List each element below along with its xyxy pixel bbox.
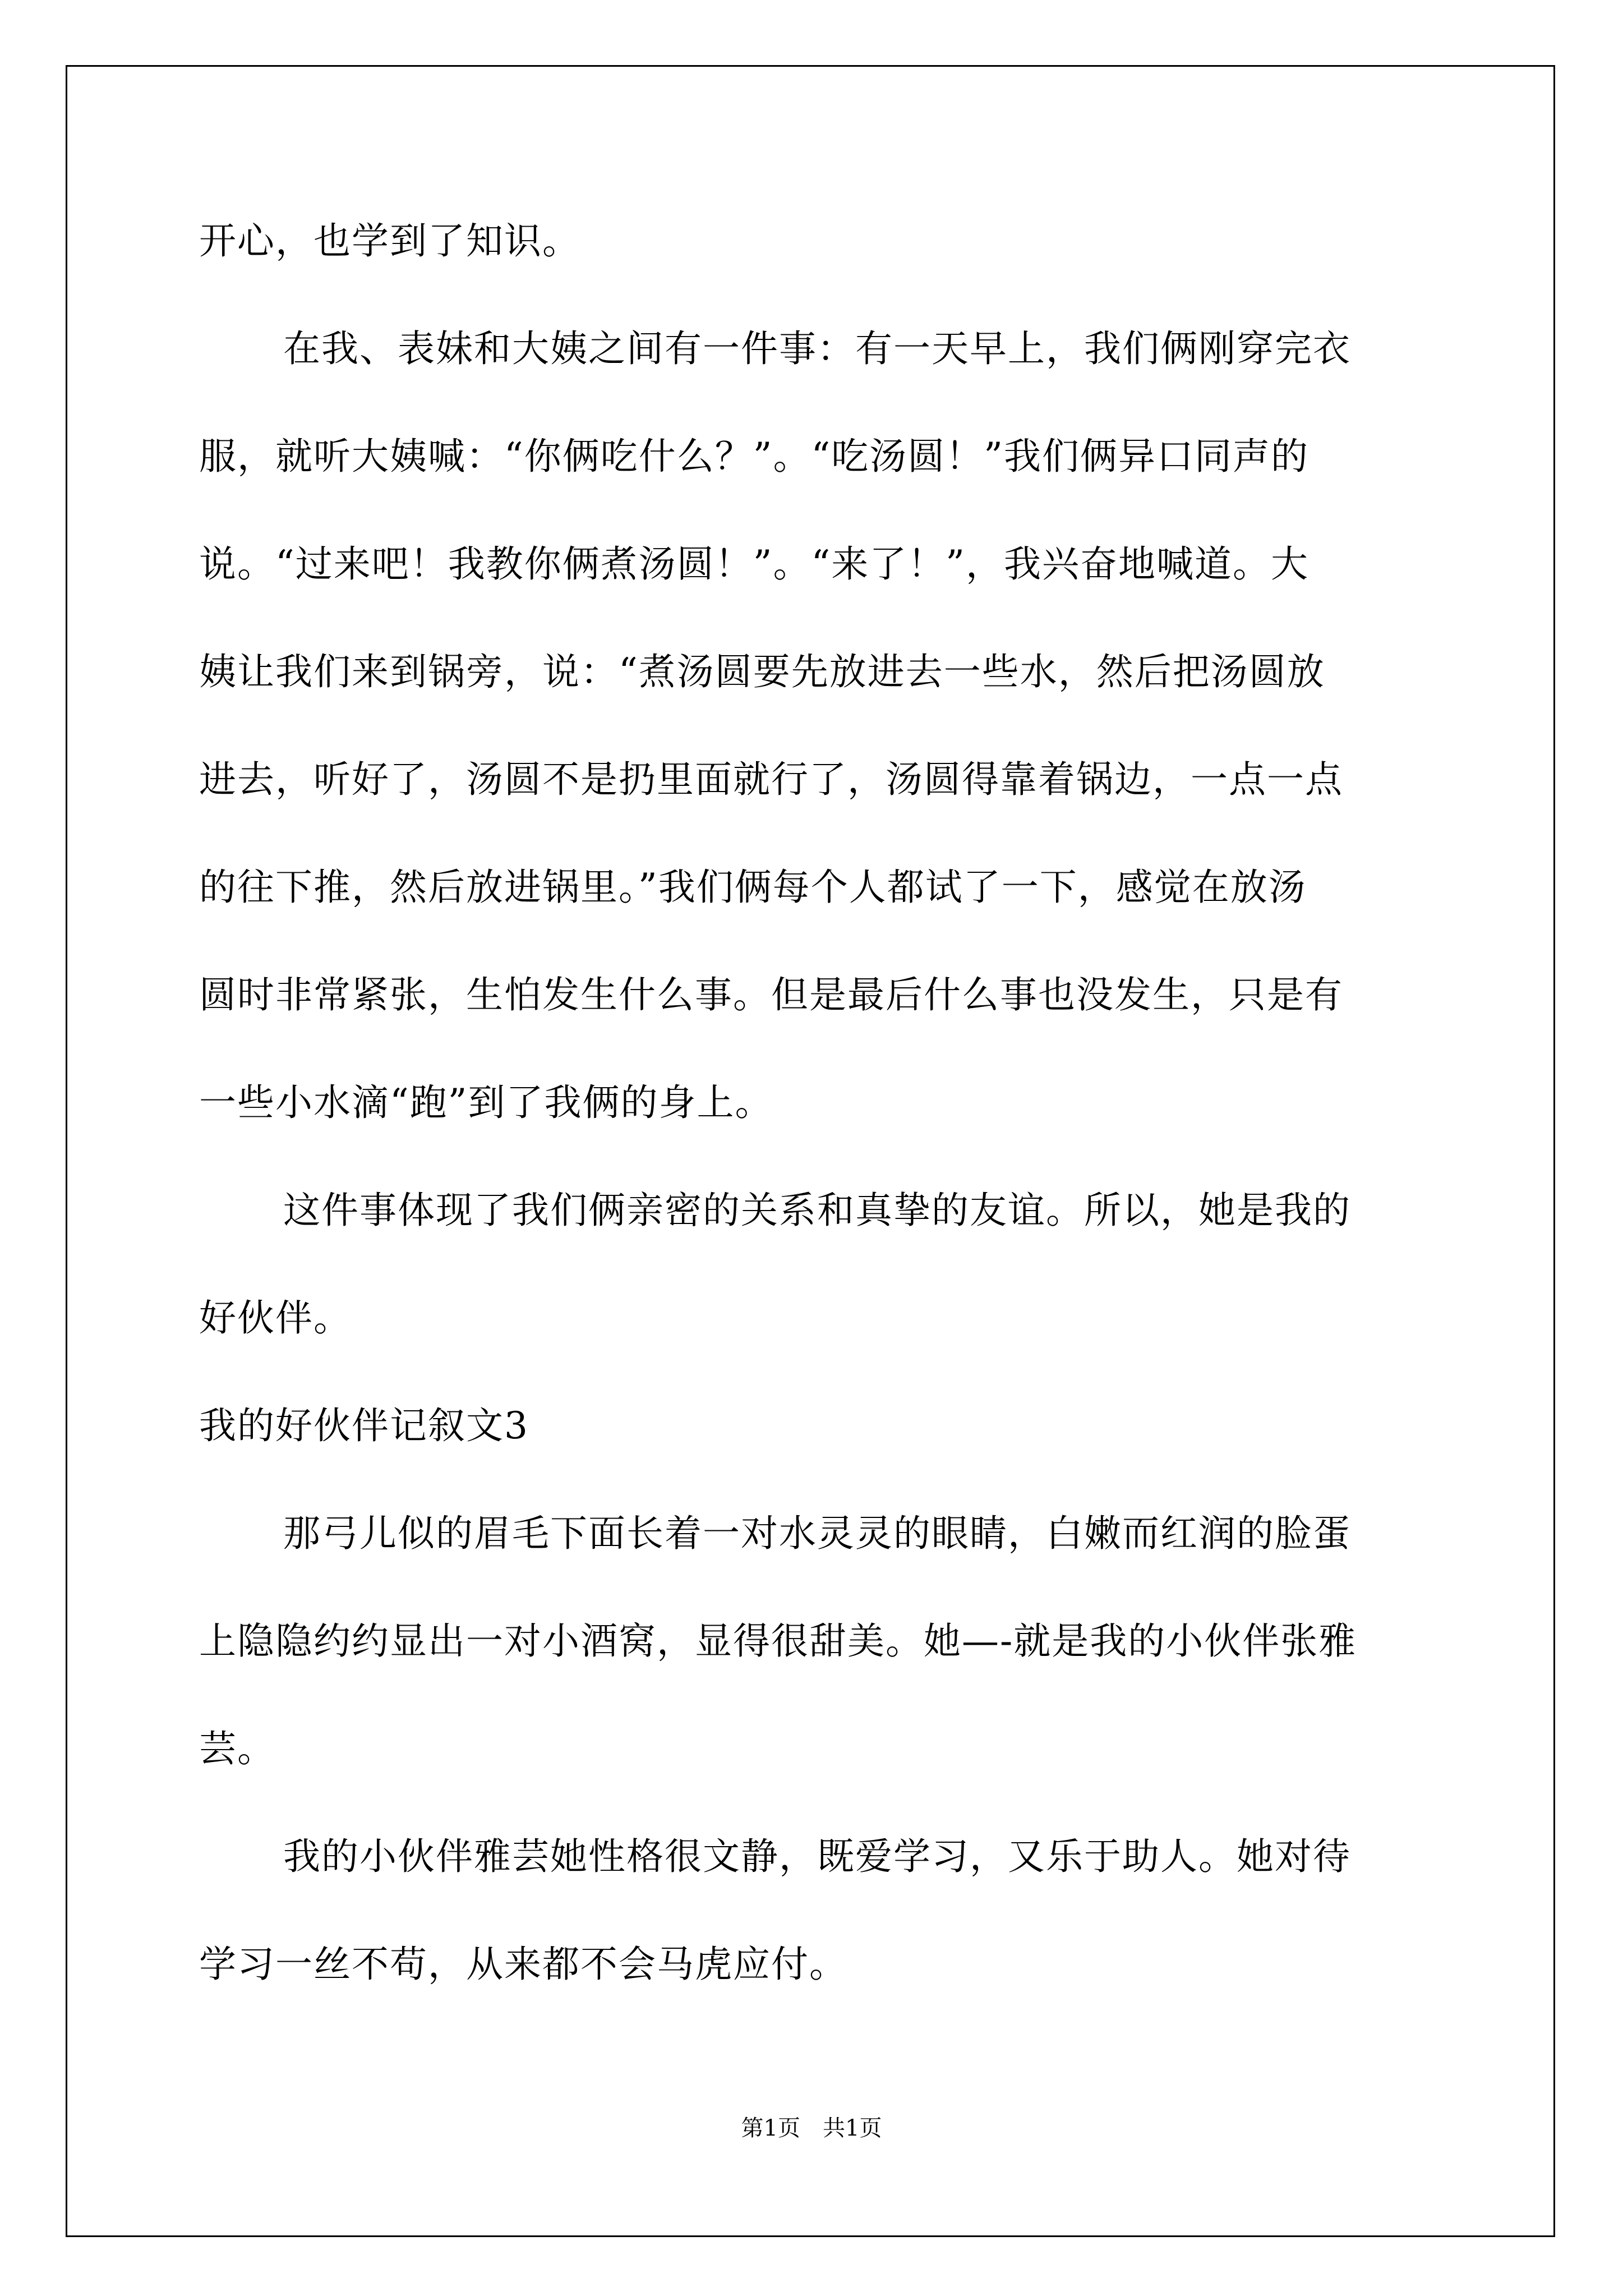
page-footer: 第1页 共1页 [741, 2115, 882, 2141]
paragraph-line: 上隐隐约约显出一对小酒窝，显得很甜美。她—-就是我的小伙伴张雅 [199, 1619, 1357, 1663]
paragraph-line: 学习一丝不苟，从来都不会马虎应付。 [199, 1943, 847, 1986]
paragraph-line: 这件事体现了我们俩亲密的关系和真挚的友谊。所以，她是我的 [283, 1189, 1351, 1232]
paragraph-line: 好伙伴。 [199, 1296, 352, 1340]
paragraph-line: 一些小水滴“跑”到了我俩的身上。 [199, 1081, 773, 1124]
paragraph-line: 那弓儿似的眉毛下面长着一对水灵灵的眼睛，白嫩而红润的脸蛋 [283, 1512, 1351, 1555]
section-heading: 我的好伙伴记叙文3 [199, 1404, 529, 1447]
paragraph-line: 开心，也学到了知识。 [199, 219, 580, 263]
paragraph-line: 圆时非常紧张，生怕发生什么事。但是最后什么事也没发生，只是有 [199, 973, 1343, 1016]
paragraph-line: 说。“过来吧！我教你俩煮汤圆！”。“来了！”，我兴奋地喊道。大 [199, 542, 1309, 586]
paragraph-line: 进去，听好了，汤圆不是扔里面就行了，汤圆得靠着锅边，一点一点 [199, 758, 1343, 801]
paragraph-line: 在我、表妹和大姨之间有一件事：有一天早上，我们俩刚穿完衣 [283, 327, 1351, 370]
paragraph-line: 的往下推，然后放进锅里。”我们俩每个人都试了一下，感觉在放汤 [199, 866, 1307, 909]
paragraph-line: 芸。 [199, 1727, 275, 1770]
paragraph-line: 姨让我们来到锅旁，说：“煮汤圆要先放进去一些水，然后把汤圆放 [199, 650, 1325, 693]
document-body [199, 210, 1433, 2041]
paragraph-line: 我的小伙伴雅芸她性格很文静，既爱学习，又乐于助人。她对待 [283, 1835, 1351, 1878]
paragraph-line: 服，就听大姨喊：“你俩吃什么？”。“吃汤圆！”我们俩异口同声的 [199, 435, 1309, 478]
